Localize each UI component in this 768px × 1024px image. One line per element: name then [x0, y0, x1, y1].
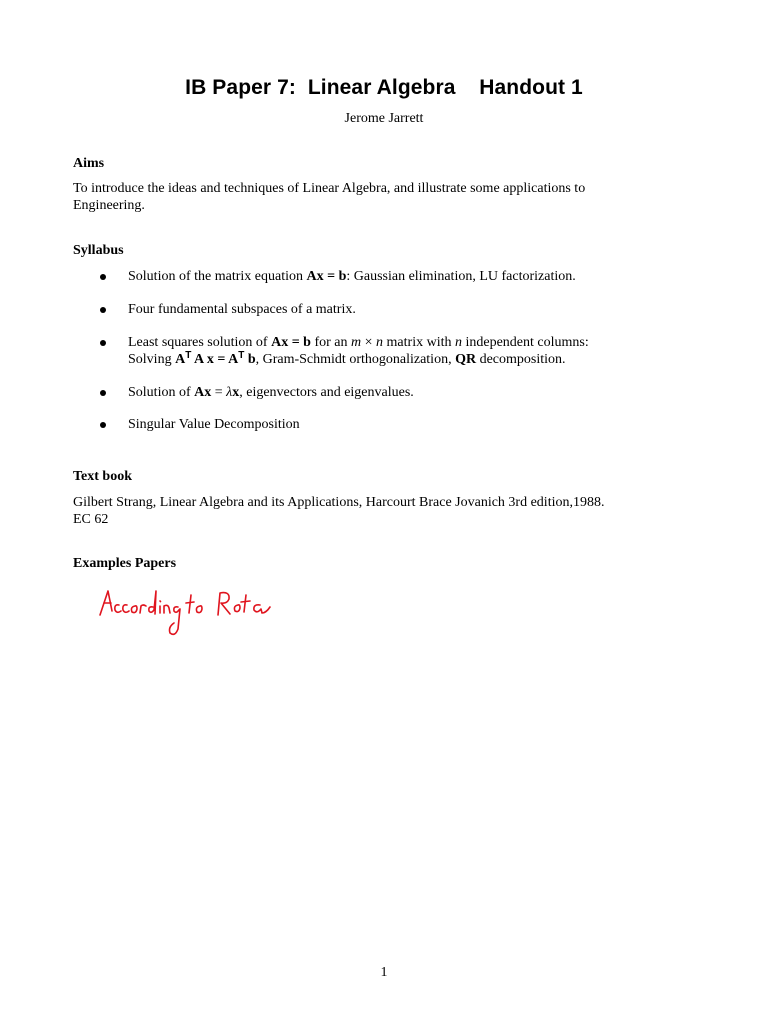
bullet-icon — [100, 274, 106, 280]
bullet-icon — [100, 307, 106, 313]
syllabus-heading: Syllabus — [73, 243, 124, 258]
syllabus-item-text-line-2: Solving $A^T$ A $x = A^T$ b, Gram-Schmidt orthogonalization, QR decomposition. — [128, 350, 566, 367]
bullet-icon — [100, 390, 106, 396]
aims-heading: Aims — [73, 156, 105, 171]
bullet-icon — [100, 422, 106, 428]
syllabus-item-text: Solution of Ax = λx, eigenvectors and eigenvalues. — [128, 385, 414, 400]
aims-text-line-2: Engineering. — [73, 198, 145, 213]
handwritten-signature — [96, 585, 278, 641]
author-name: Jerome Jarrett — [344, 111, 424, 126]
bullet-icon — [100, 340, 106, 346]
syllabus-item-text: Singular Value Decomposition — [128, 417, 300, 432]
textbook-line-1: Gilbert Strang, Linear Algebra and its Applications, Harcourt Brace Jovanich 3rd edition,1988. — [73, 495, 605, 510]
syllabus-item-text: Solution of the matrix equation Ax = b: Gaussian elimination, LU factorization. — [128, 269, 576, 284]
textbook-heading: Text book — [73, 469, 133, 484]
syllabus-item-text: Four fundamental subspaces of a matrix. — [128, 302, 356, 317]
page-title: IB Paper 7: Linear Algebra Handout 1 — [185, 76, 583, 99]
textbook-line-2: EC 62 — [73, 512, 109, 527]
aims-text-line-1: To introduce the ideas and techniques of Linear Algebra, and illustrate some applications to — [73, 181, 586, 196]
syllabus-item-text: Least squares solution of Ax = b for an m × n matrix with n independent columns: — [128, 335, 589, 350]
examples-heading: Examples Papers — [73, 556, 177, 571]
page-number: 1 — [380, 965, 388, 980]
